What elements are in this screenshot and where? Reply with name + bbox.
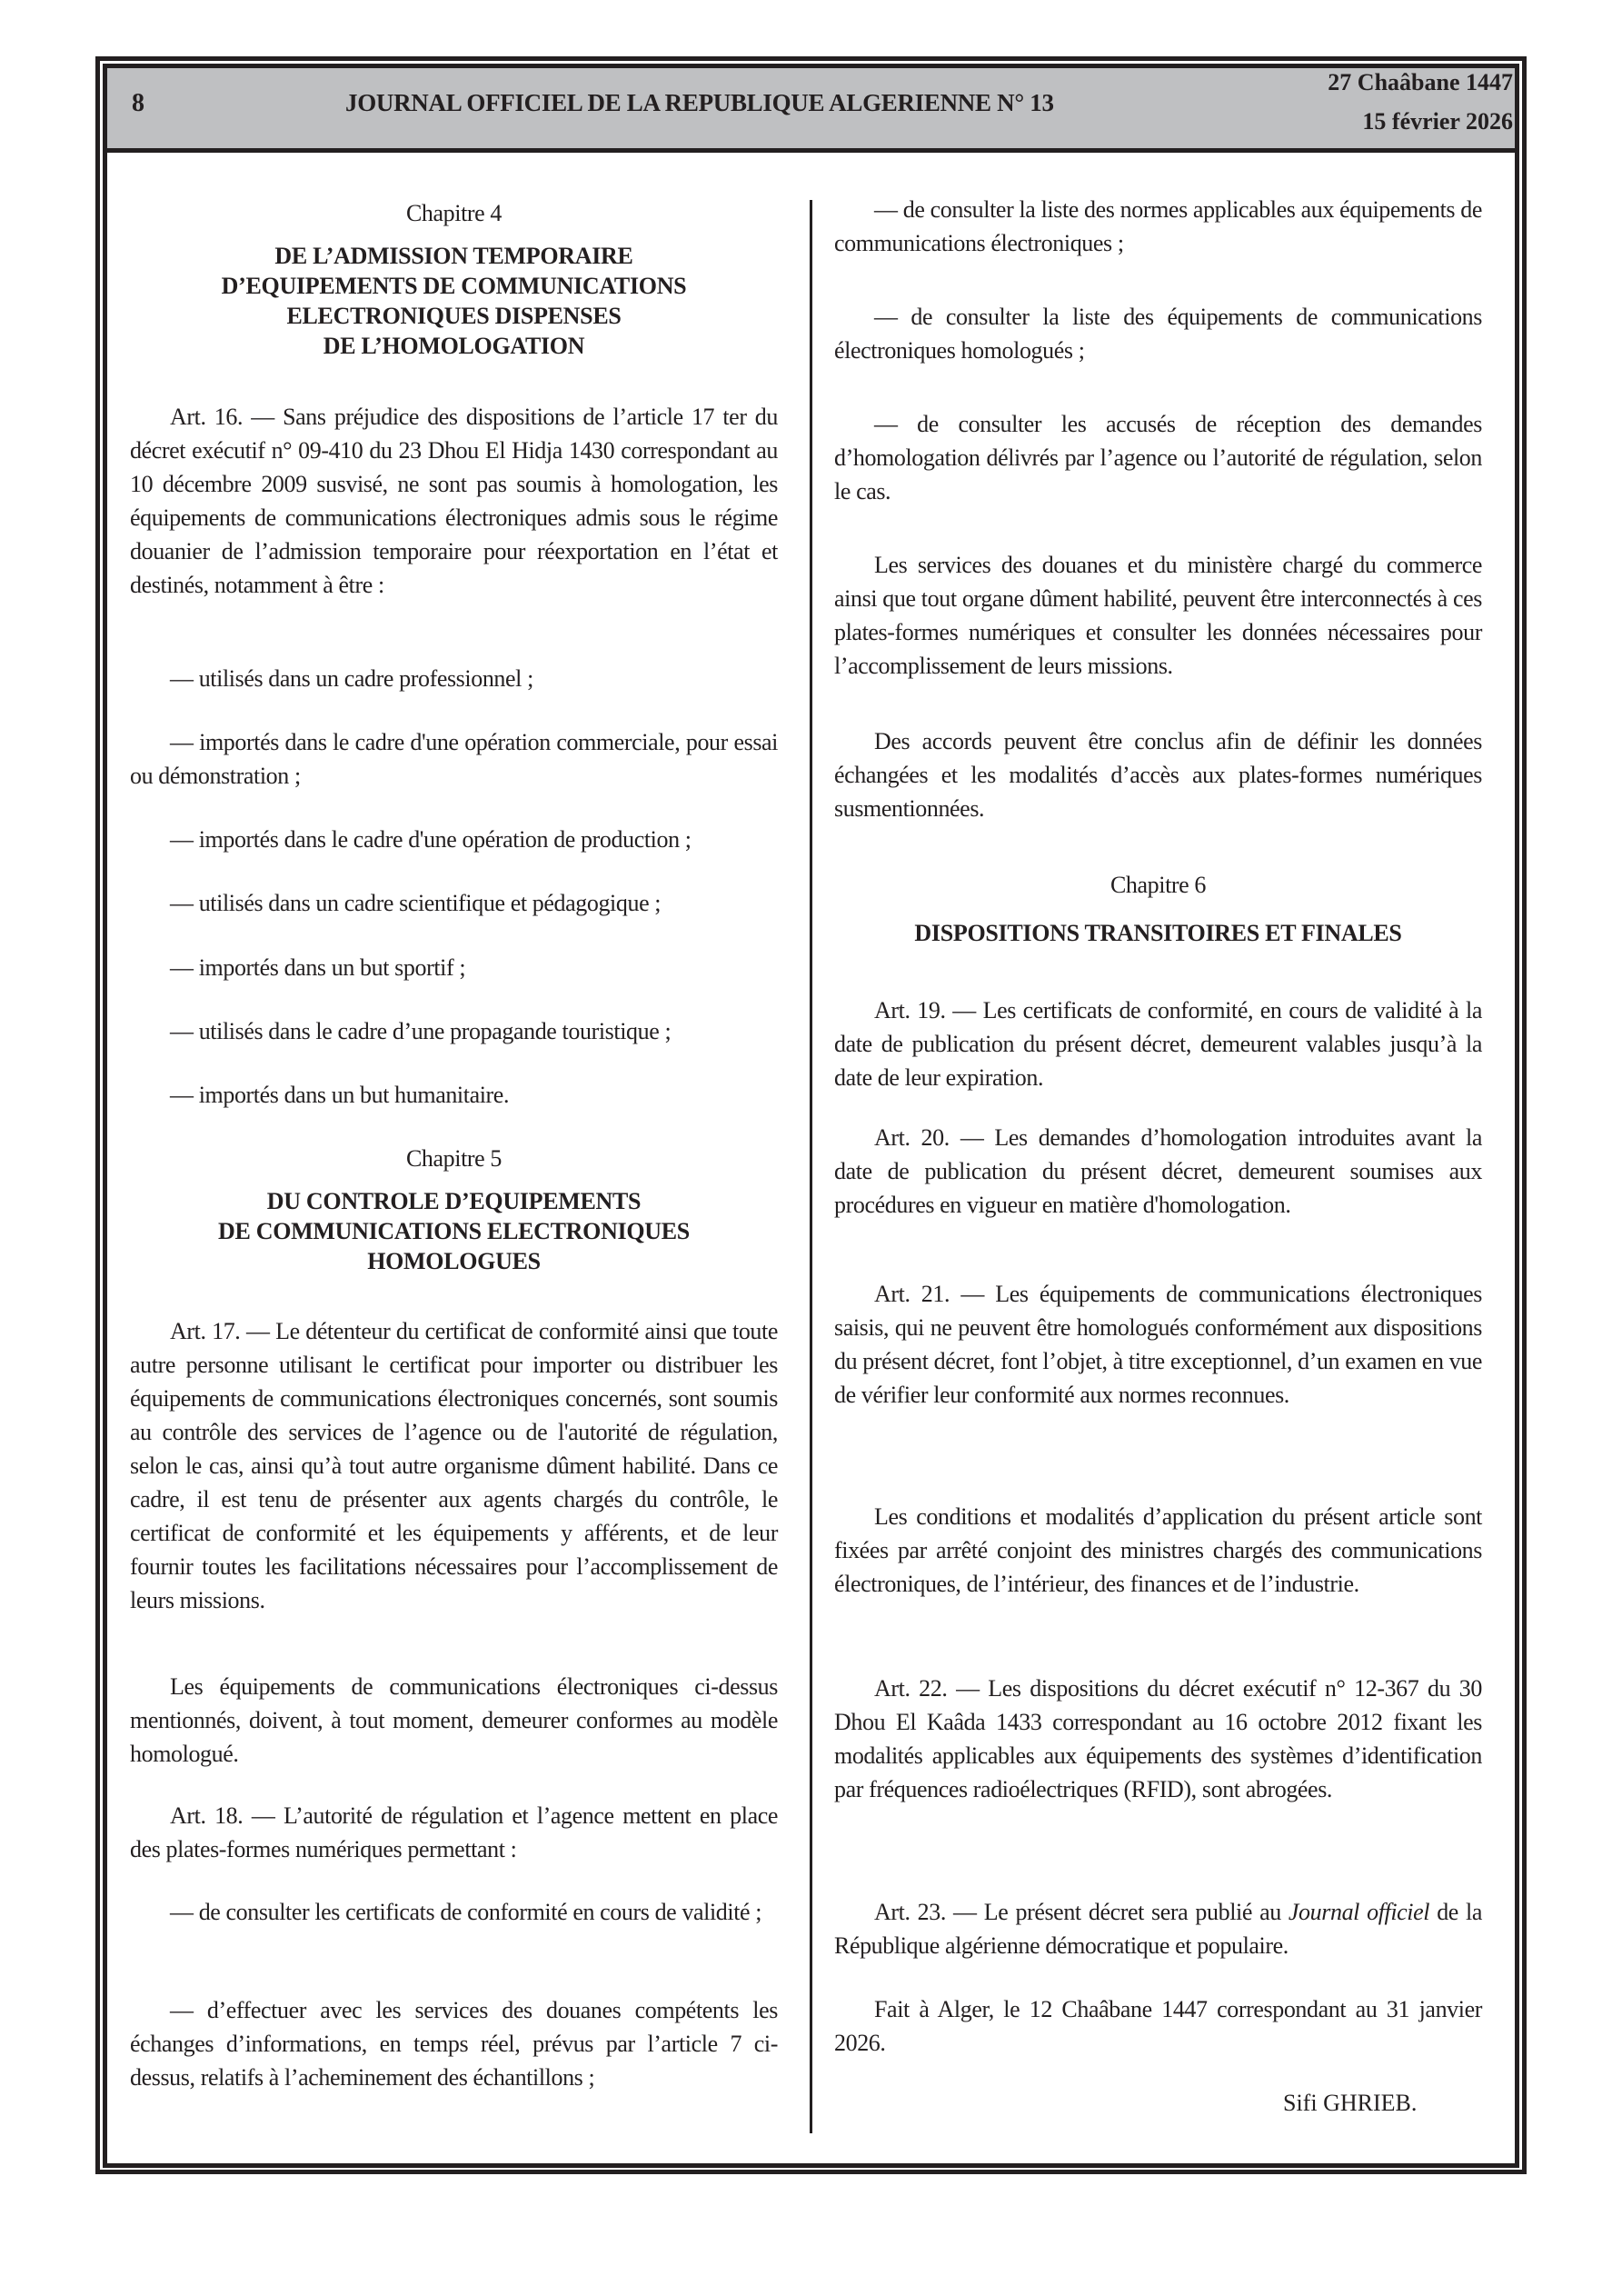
chapter-6-label: Chapitre 6 — [1110, 872, 1207, 898]
article-18-item: — de consulter les certificats de conformité en cours de validité ; — [170, 1899, 762, 1925]
chapter-4-title-line: ELECTRONIQUES DISPENSES — [286, 303, 622, 329]
chapter-5-label: Chapitre 5 — [405, 1145, 503, 1172]
date-hijri: 27 Chaâbane 1447 — [1328, 69, 1513, 95]
chapter-4-title — [130, 241, 778, 361]
chapter-5-title — [130, 1186, 778, 1276]
article-16: Art. 16. — Sans préjudice des dispositions de l’article 17 ter du décret exécutif n° 09-410 du 23 Dhou El Hidja 1430 correspondant au 10 décembre 2009 susvisé, ne sont pas soumis à homologation, les équipements de communications électroniques admis sous le régime douanier de l’admission temporaire pour réexportation en l’état et destinés, notamment à être : — [130, 404, 778, 598]
article-21: Art. 21. — Les équipements de communications électroniques saisis, qui ne peuvent être homologués conformément aux dispositions du présent décret, font l’objet, à titre exceptionnel, d’un examen en vue de vérifier leur conformité aux normes reconnues. — [834, 1281, 1482, 1408]
chapter-4-title-line: DE L’HOMOLOGATION — [323, 333, 585, 359]
article-16-item: — utilisés dans un cadre scientifique et pédagogique ; — [170, 890, 662, 916]
done-at-statement: Fait à Alger, le 12 Chaâbane 1447 correspondant au 31 janvier 2026. — [834, 1996, 1482, 2056]
article-17-paragraph-2: Les équipements de communications électroniques ci-dessus mentionnés, doivent, à tout moment, demeurer conformes au modèle homologué. — [130, 1673, 778, 1767]
article-16-item: — importés dans un but sportif ; — [170, 954, 466, 981]
chapter-5-title-line: DU CONTROLE D’EQUIPEMENTS — [266, 1188, 642, 1214]
article-21-paragraph-2: Les conditions et modalités d’application du présent article sont fixées par arrêté conjoint des ministres chargés des communications électroniques, de l’intérieur, des finances et de l’industrie. — [834, 1503, 1482, 1597]
chapter-4-title-line: D’EQUIPEMENTS DE COMMUNICATIONS — [221, 273, 687, 299]
article-18-item: — d’effectuer avec les services des douanes compétents les échanges d’informations, en temps réel, prévus par l’article 7 ci-dessus, relatifs à l’acheminement des échantillons ; — [130, 1997, 778, 2091]
journal-officiel-italic: Journal officiel — [1288, 1899, 1430, 1925]
article-19: Art. 19. — Les certificats de conformité, en cours de validité à la date de publication du présent décret, demeurent valables jusqu’à la date de leur expiration. — [834, 997, 1482, 1091]
article-18-item: — de consulter les accusés de réception des demandes d’homologation délivrés par l’agence ou l’autorité de régulation, selon le cas. — [834, 411, 1482, 504]
article-18: Art. 18. — L’autorité de régulation et l’agence mettent en place des plates-formes numériques permettant : — [130, 1802, 778, 1862]
article-23 — [834, 1895, 1482, 1962]
article-22: Art. 22. — Les dispositions du décret exécutif n° 12-367 du 30 Dhou El Kaâda 1433 correspondant au 16 octobre 2012 fixant les modalités applicables aux équipements des systèmes d’identification par fréquences radioélectriques (RFID), sont abrogées. — [834, 1675, 1482, 1802]
chapter-4-title-line: DE L’ADMISSION TEMPORAIRE — [274, 243, 633, 269]
article-18-paragraph-3: Des accords peuvent être conclus afin de définir les données échangées et les modalités d’accès aux plates-formes numériques susmentionnées. — [834, 728, 1482, 822]
article-18-paragraph-2: Les services des douanes et du ministère chargé du commerce ainsi que tout organe dûment habilité, peuvent être interconnectés à ces plates-formes numériques et consulter les données nécessaires pour l’accomplissement de leurs missions. — [834, 552, 1482, 679]
page-number: 8 — [132, 89, 144, 117]
article-16-item: — importés dans le cadre d'une opération de production ; — [170, 826, 692, 853]
article-18-item: — de consulter la liste des équipements de communications électroniques homologués ; — [834, 304, 1482, 364]
chapter-5-title-line: HOMOLOGUES — [367, 1248, 541, 1274]
chapter-4-label: Chapitre 4 — [405, 200, 503, 226]
article-23-text: Art. 23. — Le présent décret sera publié au — [874, 1899, 1289, 1925]
article-16-item: — importés dans le cadre d'une opération commerciale, pour essai ou démonstration ; — [130, 729, 778, 789]
signature: Sifi GHRIEB. — [1283, 2090, 1418, 2116]
article-16-item: — importés dans un but humanitaire. — [170, 1082, 510, 1108]
chapter-5-title-line: DE COMMUNICATIONS ELECTRONIQUES — [218, 1218, 690, 1244]
article-16-item: — utilisés dans un cadre professionnel ; — [170, 665, 533, 692]
article-18-item: — de consulter la liste des normes applicables aux équipements de communications électroniques ; — [834, 196, 1482, 256]
chapter-6-title: DISPOSITIONS TRANSITOIRES ET FINALES — [914, 920, 1402, 946]
journal-title: JOURNAL OFFICIEL DE LA REPUBLIQUE ALGERIENNE N° 13 — [345, 89, 1054, 116]
article-20: Art. 20. — Les demandes d’homologation introduites avant la date de publication du présent décret, demeurent soumises aux procédures en vigueur en matière d'homologation. — [834, 1124, 1482, 1218]
article-17: Art. 17. — Le détenteur du certificat de conformité ainsi que toute autre personne utilisant le certificat pour importer ou distribuer les équipements de communications électroniques concernés, sont soumis au contrôle des services de l’agence ou de l'autorité de régulation, selon le cas, ainsi qu’à tout autre organisme dûment habilité. Dans ce cadre, il est tenu de présenter aux agents chargés du contrôle, le certificat de conformité et les équipements y afférents, et de leur fournir toutes les facilitations nécessaires pour l’accomplissement de leurs missions. — [130, 1318, 778, 1613]
article-16-item: — utilisés dans le cadre d’une propagande touristique ; — [170, 1018, 672, 1044]
column-divider — [810, 200, 812, 2133]
date-gregorian: 15 février 2026 — [1362, 108, 1513, 135]
article-23-text-end: de la République algérienne démocratique et populaire. — [834, 1899, 1483, 1959]
